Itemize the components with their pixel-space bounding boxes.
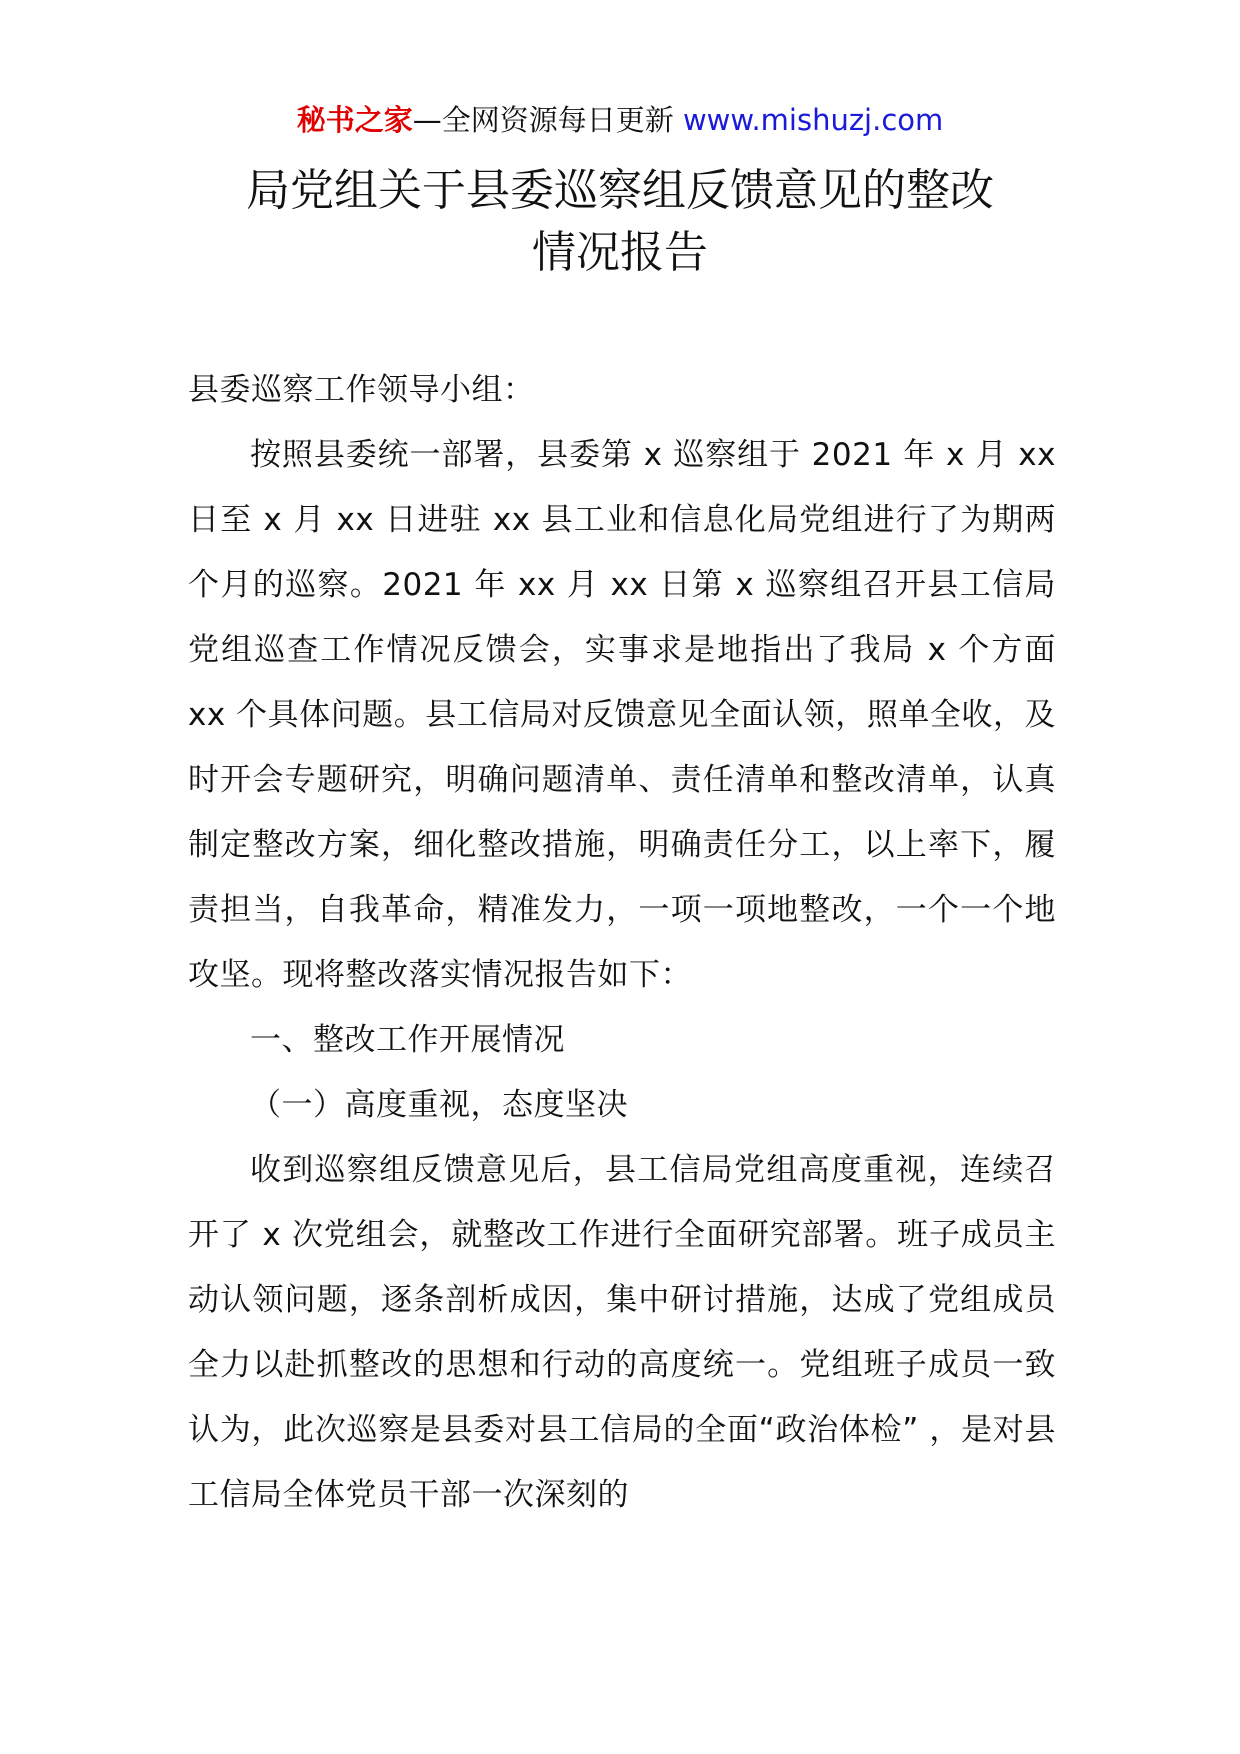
subsection-heading: （一）高度重视，态度坚决 bbox=[250, 1087, 628, 1123]
section-heading: 一、整改工作开展情况 bbox=[250, 1022, 565, 1058]
brand-slogan: —全网资源每日更新 bbox=[412, 103, 683, 137]
salutation: 县委巡察工作领导小组： bbox=[188, 372, 535, 408]
document-title bbox=[150, 160, 1090, 284]
paragraph-body: 收到巡察组反馈意见后，县工信局党组高度重视，连续召开了 x 次党组会，就整改工作进行全面研究部署。班子成员主动认领问题，逐条剖析成因，集中研讨措施，达成了党组成员全力以赴抓整改的思想和行动的高度统一。党组班子成员一致认为，此次巡察是县委对县工信局的全面“政治体检” ，是对县工信局全体党员干部一次深刻的 bbox=[188, 1152, 1056, 1513]
brand-name: 秘书之家 bbox=[296, 103, 413, 137]
document-body bbox=[188, 358, 1056, 1528]
watermark-header bbox=[0, 100, 1240, 140]
title-line-1: 局党组关于县委巡察组反馈意见的整改 bbox=[246, 165, 994, 216]
site-link[interactable]: www.mishuzj.com bbox=[682, 103, 944, 137]
title-line-2: 情况报告 bbox=[532, 227, 708, 278]
paragraph-intro: 按照县委统一部署，县委第 x 巡察组于 2021 年 x 月 xx 日至 x 月 xx 日进驻 xx 县工业和信息化局党组进行了为期两个月的巡察。2021 年 xx 月 xx 日第 x 巡察组召开县工信局党组巡查工作情况反馈会，实事求是地指出了我局 x 个方面 xx 个具体问题。县工信局对反馈意见全面认领，照单全收，及时开会专题研究，明确问题清单、责任清单和整改清单，认真制定整改方案，细化整改措施，明确责任分工，以上率下，履责担当，自我革命，精准发力，一项一项地整改，一个一个地攻坚。现将整改落实情况报告如下： bbox=[188, 437, 1056, 993]
